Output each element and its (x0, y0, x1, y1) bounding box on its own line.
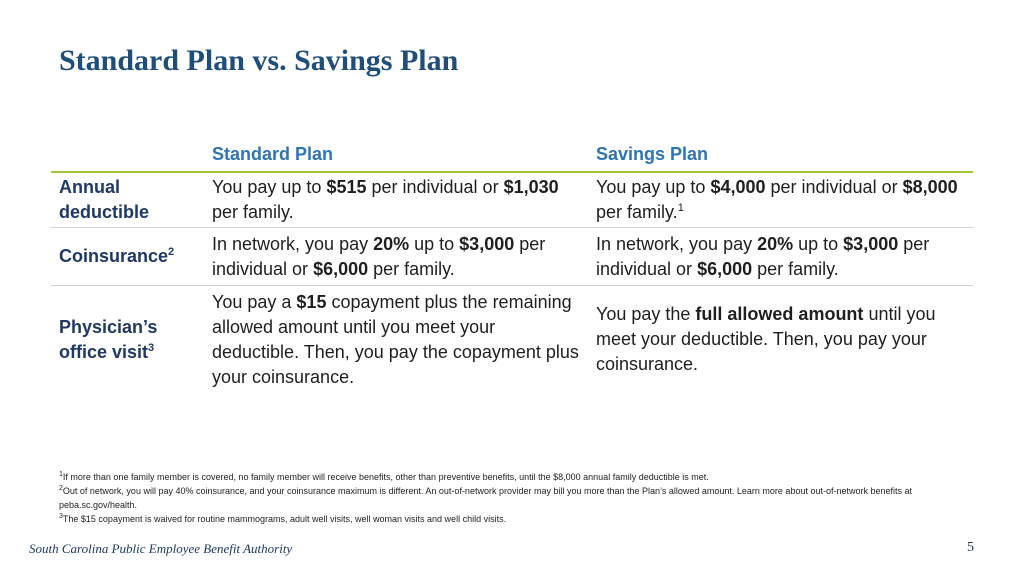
row-label-text: Annual deductible (59, 177, 150, 222)
cell-text-run: until you meet your deductible. Then, you pay your coinsurance. (596, 304, 936, 375)
cell-text-run: You pay up to (596, 177, 711, 197)
cell-text-run: In network, you pay (596, 233, 758, 254)
cell-text (596, 232, 965, 282)
cell-text-run: up to (409, 233, 460, 254)
table-row-office-visit (51, 286, 973, 394)
footnote (59, 512, 959, 526)
amount-emphasis: 20% (373, 233, 410, 254)
row-label-text: Physician’s office visit (59, 316, 158, 362)
amount-emphasis: $6,000 (313, 258, 369, 279)
footnote-text: Out of network, you will pay 40% coinsurance, and your coinsurance maximum is different. An out-of-network provider may bill you more than the Plan’s allowed amount. Learn more about out-of-network benefits at peba.sc.gov/health. (59, 486, 913, 510)
footnote-text: If more than one family member is covered, no family member will receive benefits, other than preventive benefits, until the $8,000 annual family deductible is met. (62, 472, 709, 482)
cell-text-run: You pay a (212, 291, 297, 312)
footnotes (59, 470, 959, 526)
amount-emphasis: 20% (757, 233, 794, 254)
row-label (51, 172, 204, 228)
cell-text-run: copayment plus the remaining allowed amount until you meet your deductible. Then, you pay the copayment plus your coinsurance. (212, 291, 579, 387)
page-title: Standard Plan vs. Savings Plan (59, 44, 459, 77)
cell-text-run: In network, you pay (212, 233, 374, 254)
amount-emphasis: $1,030 (503, 177, 559, 197)
cell-text (212, 232, 580, 282)
footnote (59, 484, 959, 512)
column-header-savings-plan: Savings Plan (588, 138, 973, 172)
cell-text-run: per individual or (366, 177, 504, 197)
amount-emphasis: $4,000 (710, 177, 766, 197)
footnote-text: The $15 copayment is waived for routine mammograms, adult well visits, well woman visits and well child visits. (62, 514, 507, 524)
amount-emphasis: $6,000 (697, 258, 753, 279)
footnote-mark: 1 (59, 471, 63, 478)
column-header-blank (51, 138, 204, 172)
cell-text-run: You pay the (596, 304, 696, 325)
standard-plan-cell (204, 228, 588, 286)
row-label (51, 228, 204, 286)
cell-text-run: up to (793, 233, 844, 254)
amount-emphasis: $515 (326, 177, 367, 197)
amount-emphasis: $3,000 (459, 233, 515, 254)
footnote-mark: 2 (59, 485, 63, 492)
footnote (59, 470, 959, 484)
cell-text (212, 175, 580, 225)
table-row-coinsurance (51, 228, 973, 286)
footnote-ref: 1 (677, 202, 684, 214)
savings-plan-cell (588, 172, 973, 228)
standard-plan-cell (204, 172, 588, 228)
row-label-sup: 3 (148, 341, 155, 354)
cell-text-run: per family. (596, 202, 678, 222)
cell-text-run: per family. (212, 202, 294, 222)
cell-text-run: per family. (368, 258, 455, 279)
cell-text (596, 302, 965, 377)
row-label-sup: 2 (168, 246, 175, 258)
cell-text (212, 290, 580, 390)
column-header-standard-plan: Standard Plan (204, 138, 588, 172)
page-number: 5 (967, 540, 974, 555)
amount-emphasis: $3,000 (843, 233, 899, 254)
plan-comparison-table (51, 138, 973, 394)
row-label-text: Coinsurance (59, 246, 169, 266)
amount-emphasis: $15 (296, 291, 327, 312)
savings-plan-cell (588, 228, 973, 286)
table-header-row (51, 138, 973, 172)
cell-text-run: per individual or (765, 177, 903, 197)
cell-text-run: per individual or (212, 233, 546, 279)
footnote-mark: 3 (59, 513, 63, 520)
amount-emphasis: $8,000 (902, 177, 958, 197)
cell-text-run: per individual or (596, 233, 930, 279)
cell-text-run: per family. (752, 258, 839, 279)
table-row-annual-deductible (51, 172, 973, 228)
cell-text-run: You pay up to (212, 177, 327, 197)
amount-emphasis: full allowed amount (695, 304, 864, 325)
footer-organization: South Carolina Public Employee Benefit Authority (29, 541, 293, 556)
standard-plan-cell (204, 286, 588, 394)
cell-text (596, 175, 965, 225)
row-label (51, 286, 204, 394)
savings-plan-cell (588, 286, 973, 394)
